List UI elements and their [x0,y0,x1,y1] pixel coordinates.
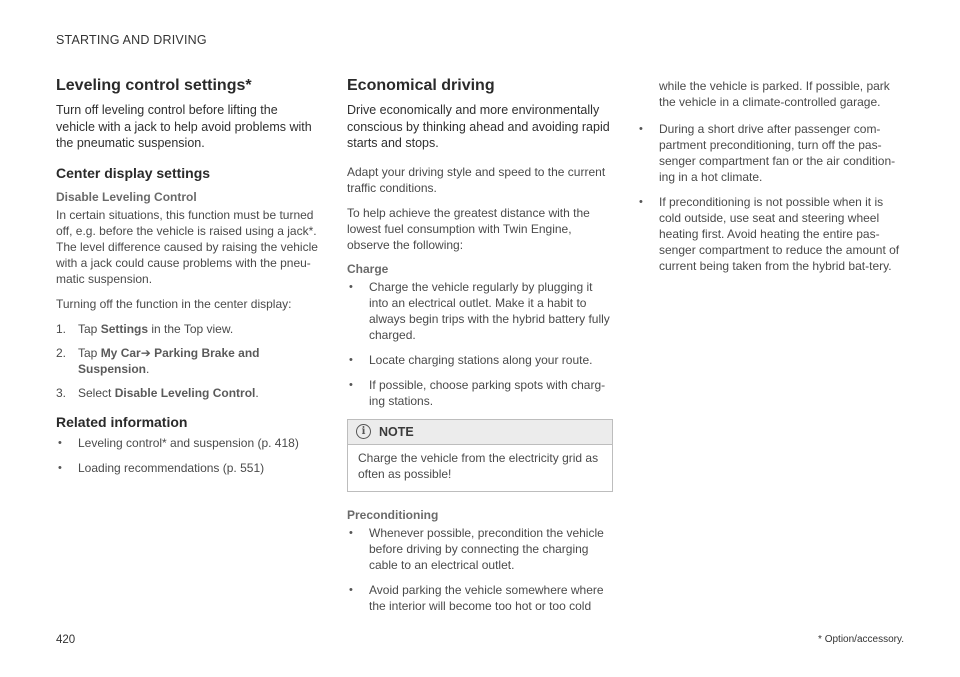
leveling-paragraph-1: In certain situations, this function must be turned off, e.g. before the vehicle is raised using a jack*. The level difference caused by raising the vehicle with a jack could cause problems with the pneu-matic suspension. [56,207,318,286]
page-number: 420 [56,634,76,646]
step-item: 3. Select Disable Leveling Control. [56,385,259,400]
economical-driving-title: Economical driving [347,77,495,94]
continuation-text: while the vehicle is parked. If possible, park the vehicle in a climate-controlled garage. [659,79,890,109]
disable-leveling-ui-label: Disable Leveling Control [114,385,256,400]
note-text: Charge the vehicle from the electricity grid as often as possible! [358,450,599,481]
steps-list [56,321,318,401]
step-item: 2. Tap My Car➔ Parking Brake and Suspension. [56,345,260,376]
middle-column [347,76,613,623]
note-title: NOTE [379,424,414,439]
step-item: 1. Tap Settings in the Top view. [56,321,234,336]
related-information-heading: Related information [56,413,188,430]
list-item: • If preconditioning is not possible when it is cold outside, use seat and steering wheel heating first. Avoid heating the entire pas-senger compartment to reduce the amount of current being taken from the hybrid bat-tery. [637,194,905,274]
leveling-paragraph-2: Turning off the function in the center display: [56,296,292,311]
list-item: • If possible, choose parking spots with charg-ing stations. [347,377,613,409]
left-column [56,76,318,485]
my-car-ui-label: My Car [100,345,141,360]
preconditioning-subheading: Preconditioning [347,507,439,522]
leveling-control-title: Leveling control settings* [56,77,252,94]
related-link[interactable]: • Leveling control* and suspension (p. 418) [56,435,318,451]
economical-paragraph-1: Adapt your driving style and speed to the current traffic conditions. [347,164,606,195]
related-list [56,435,318,476]
center-display-heading: Center display settings [56,164,211,181]
preconditioning-list [347,525,613,614]
note-header [348,420,612,445]
right-column [637,78,905,283]
list-item: • Whenever possible, precondition the vehicle before driving by connecting the charging cable to an electrical outlet. [347,525,613,573]
charge-subheading: Charge [347,261,389,276]
economical-lead: Drive economically and more environmentally conscious by thinking ahead and avoiding rapid starts and stops. [347,103,610,150]
list-item: • Avoid parking the vehicle somewhere where the interior will become too hot or too cold [347,582,613,614]
settings-ui-label: Settings [100,321,149,336]
disable-leveling-subheading: Disable Leveling Control [56,189,197,204]
list-item: • Locate charging stations along your route. [347,352,613,368]
related-link[interactable]: • Loading recommendations (p. 551) [56,460,318,476]
footnote: * Option/accessory. [818,634,904,645]
leveling-lead: Turn off leveling control before lifting the vehicle with a jack to help avoid problems with the pneumatic suspension. [56,103,312,150]
preconditioning-list-continued [637,121,905,274]
arrow-right-icon: ➔ [140,345,151,360]
list-item: • Charge the vehicle regularly by plugging it into an electrical outlet. Make it a habit to always begin trips with the hybrid battery fully charged. [347,279,613,343]
note-box [347,419,613,492]
parking-brake-ui-label: Parking Brake and Suspension [78,345,260,376]
charge-list [347,279,613,409]
economical-paragraph-2: To help achieve the greatest distance with the lowest fuel consumption with Twin Engine, observe the following: [347,205,590,252]
section-header: STARTING AND DRIVING [56,33,207,47]
info-icon: i [356,424,371,439]
list-item: • During a short drive after passenger com-partment preconditioning, turn off the pas-senger compartment fan or the air condition-ing in a hot climate. [637,121,905,185]
